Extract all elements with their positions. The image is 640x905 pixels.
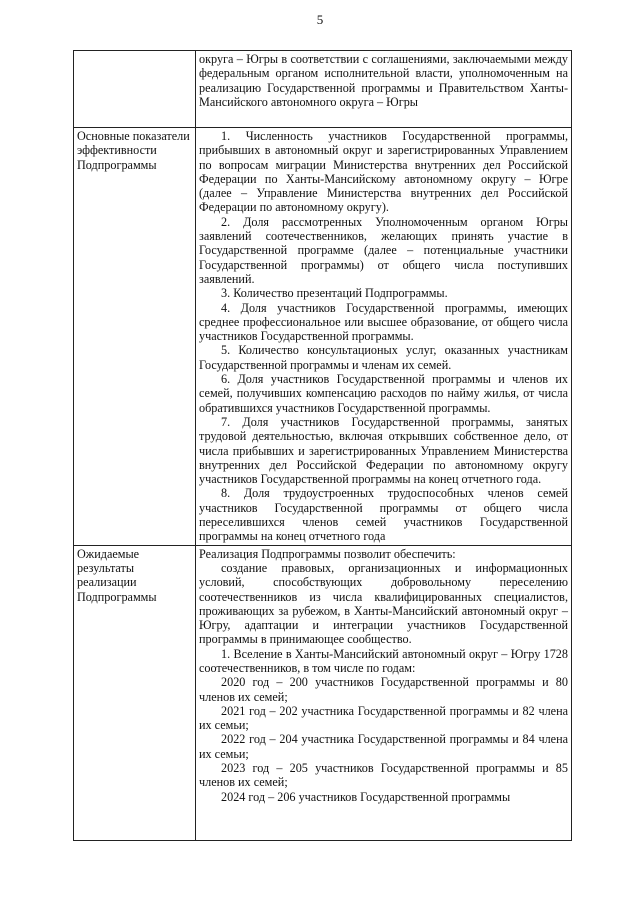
result-item: 1. Вселение в Ханты-Мансийский автономный округ – Югру 1728 соотечественников, в том числе по годам: — [199, 646, 568, 675]
result-item: 2024 год – 206 участников Государственной программы — [221, 789, 511, 804]
indicator-item: 5. Количество консультационых услуг, оказанных участникам Государственной программы и членам их семей. — [199, 343, 568, 372]
result-item: 2020 год – 200 участников Государственной программы и 80 членов их семей; — [199, 675, 568, 704]
results-intro: Реализация Подпрограммы позволит обеспечить: — [199, 546, 456, 561]
row-label-empty — [74, 51, 196, 128]
indicator-item: 8. Доля трудоустроенных трудоспособных членов семей участников Государственной программы от общего числа переселившихся членов семей участников Государственной программы на конец отчетного года — [199, 486, 568, 544]
row-content-results — [196, 545, 572, 840]
indicator-item: 4. Доля участников Государственной программы, имеющих среднее профессиональное или высшее образование, от общего числа участников Государственной программы. — [199, 300, 568, 344]
indicator-item: 3. Количество презентаций Подпрограммы. — [221, 286, 448, 301]
indicator-item: 2. Доля рассмотренных Уполномоченным органом Югры заявлений соотечественников, желающих принять участие в Государственной программе (далее – потенциальные участники Государственной программы) от общего числа поступивших заявлений. — [199, 214, 568, 286]
row-label-results: Ожидаемые результаты реализации Подпрограммы — [74, 545, 196, 840]
result-item: 2022 год – 204 участника Государственной программы и 84 члена их семьи; — [199, 732, 568, 761]
table-row-continuation — [74, 51, 572, 128]
table-row-indicators — [74, 128, 572, 546]
table-row-results — [74, 545, 572, 840]
subprogram-passport-table — [73, 50, 572, 841]
row-content-continuation — [196, 51, 572, 128]
indicator-item: 6. Доля участников Государственной программы и членов их семей, получивших компенсацию расходов по найму жилья, от числа обратившихся участников Государственной программы. — [199, 372, 568, 415]
result-item: создание правовых, организационных и информационных условий, способствующих добровольному переселению соотечественников из числа квалифицированных специалистов, проживающих за рубежом, в Ханты-Мансийский автономный округ – Югру, адаптации и интеграции участников Государственной программы в принимающее сообщество. — [199, 560, 568, 647]
row-label-indicators: Основные показатели эффективности Подпрограммы — [74, 128, 196, 546]
result-item: 2023 год – 205 участников Государственной программы и 85 членов их семей; — [199, 761, 568, 790]
result-item: 2021 год – 202 участника Государственной программы и 82 члена их семьи; — [199, 703, 568, 733]
continuation-text: округа – Югры в соответствии с соглашениями, заключаемыми между федеральным органом исполнительной власти, уполномоченным на реализацию Государственной программы и Правительством Ханты-Мансийского автономного округа – Югры — [199, 52, 568, 109]
indicator-item: 7. Доля участников Государственной программы, занятых трудовой деятельностью, включая открывших собственное дело, от числа прибывших и зарегистрированных Управлением Министерства внутренних дел Российской Федерации по автономному округу участников Государственной программы на конец отчетного года. — [199, 414, 568, 487]
page-number: 5 — [316, 12, 324, 27]
row-content-indicators — [196, 128, 572, 546]
indicator-item: 1. Численность участников Государственной программы, прибывших в автономный округ и зарегистрированных Управлением по вопросам миграции Министерства внутренних дел Российской Федерации по Ханты-Мансийскому автономному округу – Югре (далее – Управление Министерства внутренних дел Российской Федерации по автономному округу). — [199, 129, 568, 215]
